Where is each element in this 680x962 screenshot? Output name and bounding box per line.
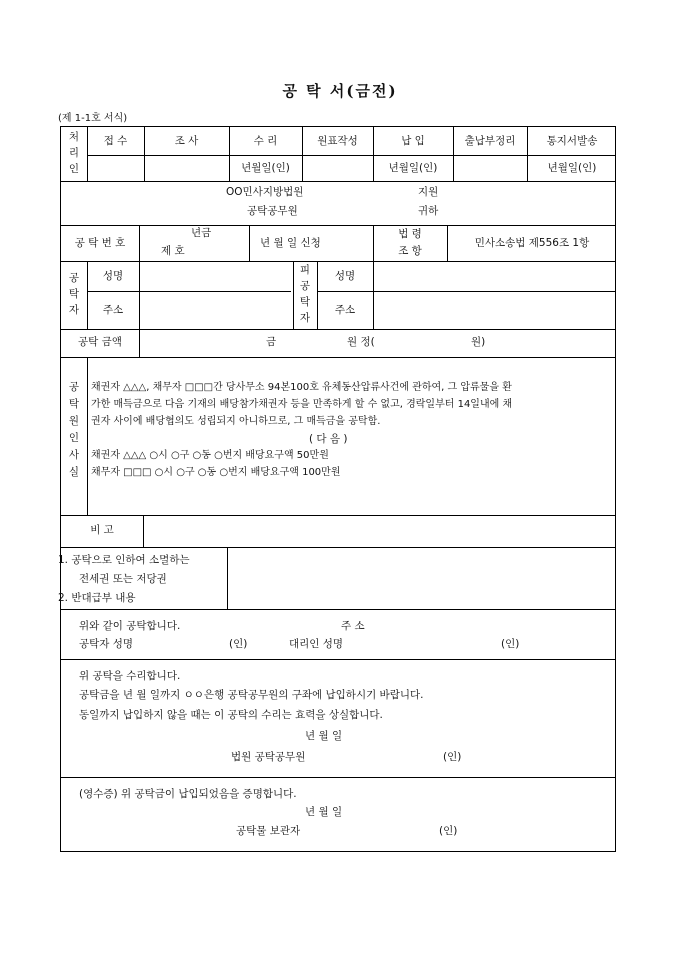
creditor-line-2: 채무자 □□□ ○시 ○구 ○동 ○번지 배당요구액 100만원: [91, 467, 341, 478]
header-survey: 조 사: [174, 135, 199, 147]
depositor-signature-label: 공탁자 성명: [79, 638, 134, 650]
cause-line-2: 가한 매득금으로 다음 기재의 배당참가채권자 등을 만족하게 할 수 없고, 경락일부터 14일내에 채: [91, 399, 513, 410]
handler-side-label: 처 리 인: [68, 131, 80, 175]
header-acceptance: 수 리: [253, 135, 278, 147]
date-seal-acceptance: 년월일(인): [241, 162, 290, 174]
cause-line-3: 권자 사이에 배당협의도 성립되지 아니하므로, 그 매득금을 공탁함.: [91, 416, 381, 427]
amount-label: 공탁 금액: [78, 336, 122, 348]
cause-side-label: 공 탁 원 인 사 실: [68, 381, 80, 478]
deposit-number-label: 공 탁 번 호: [74, 237, 126, 249]
depositor-address-label: 주소: [102, 304, 124, 316]
agent-seal: (인): [501, 638, 520, 650]
depositor-name-label: 성명: [102, 270, 124, 282]
next-heading: ( 다 음 ): [309, 433, 348, 445]
application-date: 년 월 일 신청: [260, 237, 321, 249]
court-name: OO민사지방법원: [226, 186, 304, 198]
receipt-line: (영수증) 위 공탁금이 납입되었음을 증명합니다.: [79, 788, 297, 800]
honorific: 귀하: [418, 205, 439, 217]
deposit-number: 제 호: [161, 245, 185, 257]
receipt-date: 년 월 일: [305, 806, 343, 818]
remarks-label: 비 고: [90, 524, 114, 536]
request-line: 위와 같이 공탁합니다.: [79, 620, 181, 632]
extinguish-line-1: 1. 공탁으로 인하여 소멸하는: [58, 554, 190, 566]
receipt-seal: (인): [439, 825, 458, 837]
law-clause: 민사소송법 제556조 1항: [474, 237, 590, 249]
amount-won-close: 원): [471, 336, 486, 348]
acceptance-officer: 법원 공탁공무원: [231, 751, 306, 763]
amount-prefix: 금: [266, 336, 277, 348]
deposit-year: 년금: [191, 227, 212, 239]
depositee-side-label: 피 공 탁 자: [299, 264, 311, 324]
extinguish-line-3: 2. 반대급부 내용: [58, 592, 136, 604]
acceptance-line-2: 공탁금을 년 월 일까지 ㅇㅇ은행 공탁공무원의 구좌에 납입하시기 바랍니다.: [79, 689, 424, 701]
request-address-label: 주 소: [341, 620, 365, 632]
header-notice-send: 통지서발송: [546, 135, 598, 147]
acceptance-line-1: 위 공탁을 수리합니다.: [79, 670, 181, 682]
acceptance-date: 년 월 일: [305, 730, 343, 742]
acceptance-line-3: 동일까지 납입하지 않을 때는 이 공탁의 수리는 효력을 상실합니다.: [79, 709, 383, 721]
officer-title: 공탁공무원: [247, 205, 298, 217]
court-branch: 지원: [418, 186, 439, 198]
deposit-form: [60, 126, 616, 852]
depositor-side-label: 공 탁 자: [68, 272, 80, 316]
header-receipt: 접 수: [103, 135, 128, 147]
header-payment: 납 입: [401, 135, 425, 147]
agent-signature-label: 대리인 성명: [289, 638, 344, 650]
amount-won: 원 정(: [347, 336, 375, 348]
law-label-1: 법 령: [398, 228, 422, 240]
date-seal-payment: 년월일(인): [388, 162, 438, 174]
extinguish-line-2: 전세권 또는 저당권: [79, 573, 167, 585]
law-label-2: 조 항: [398, 245, 422, 257]
acceptance-seal: (인): [443, 751, 462, 763]
receipt-keeper: 공탁물 보관자: [236, 825, 301, 837]
form-number: (제 1-1호 서식): [58, 113, 128, 124]
date-seal-notice: 년월일(인): [547, 162, 597, 174]
header-ledger-making: 원표작성: [317, 135, 358, 147]
cause-line-1: 채권자 △△△, 채무자 □□□간 당사무소 94본100호 유체동산압류사건에 관하여, 그 압류물을 환: [91, 382, 512, 393]
document-title: 공 탁 서(금전): [282, 82, 398, 100]
depositor-seal: (인): [229, 638, 248, 650]
depositee-address-label: 주소: [334, 304, 356, 316]
creditor-line-1: 채권자 △△△ ○시 ○구 ○동 ○번지 배당요구액 50만원: [91, 450, 329, 461]
header-cashbook: 출납부정리: [464, 135, 516, 147]
depositee-name-label: 성명: [334, 270, 356, 282]
